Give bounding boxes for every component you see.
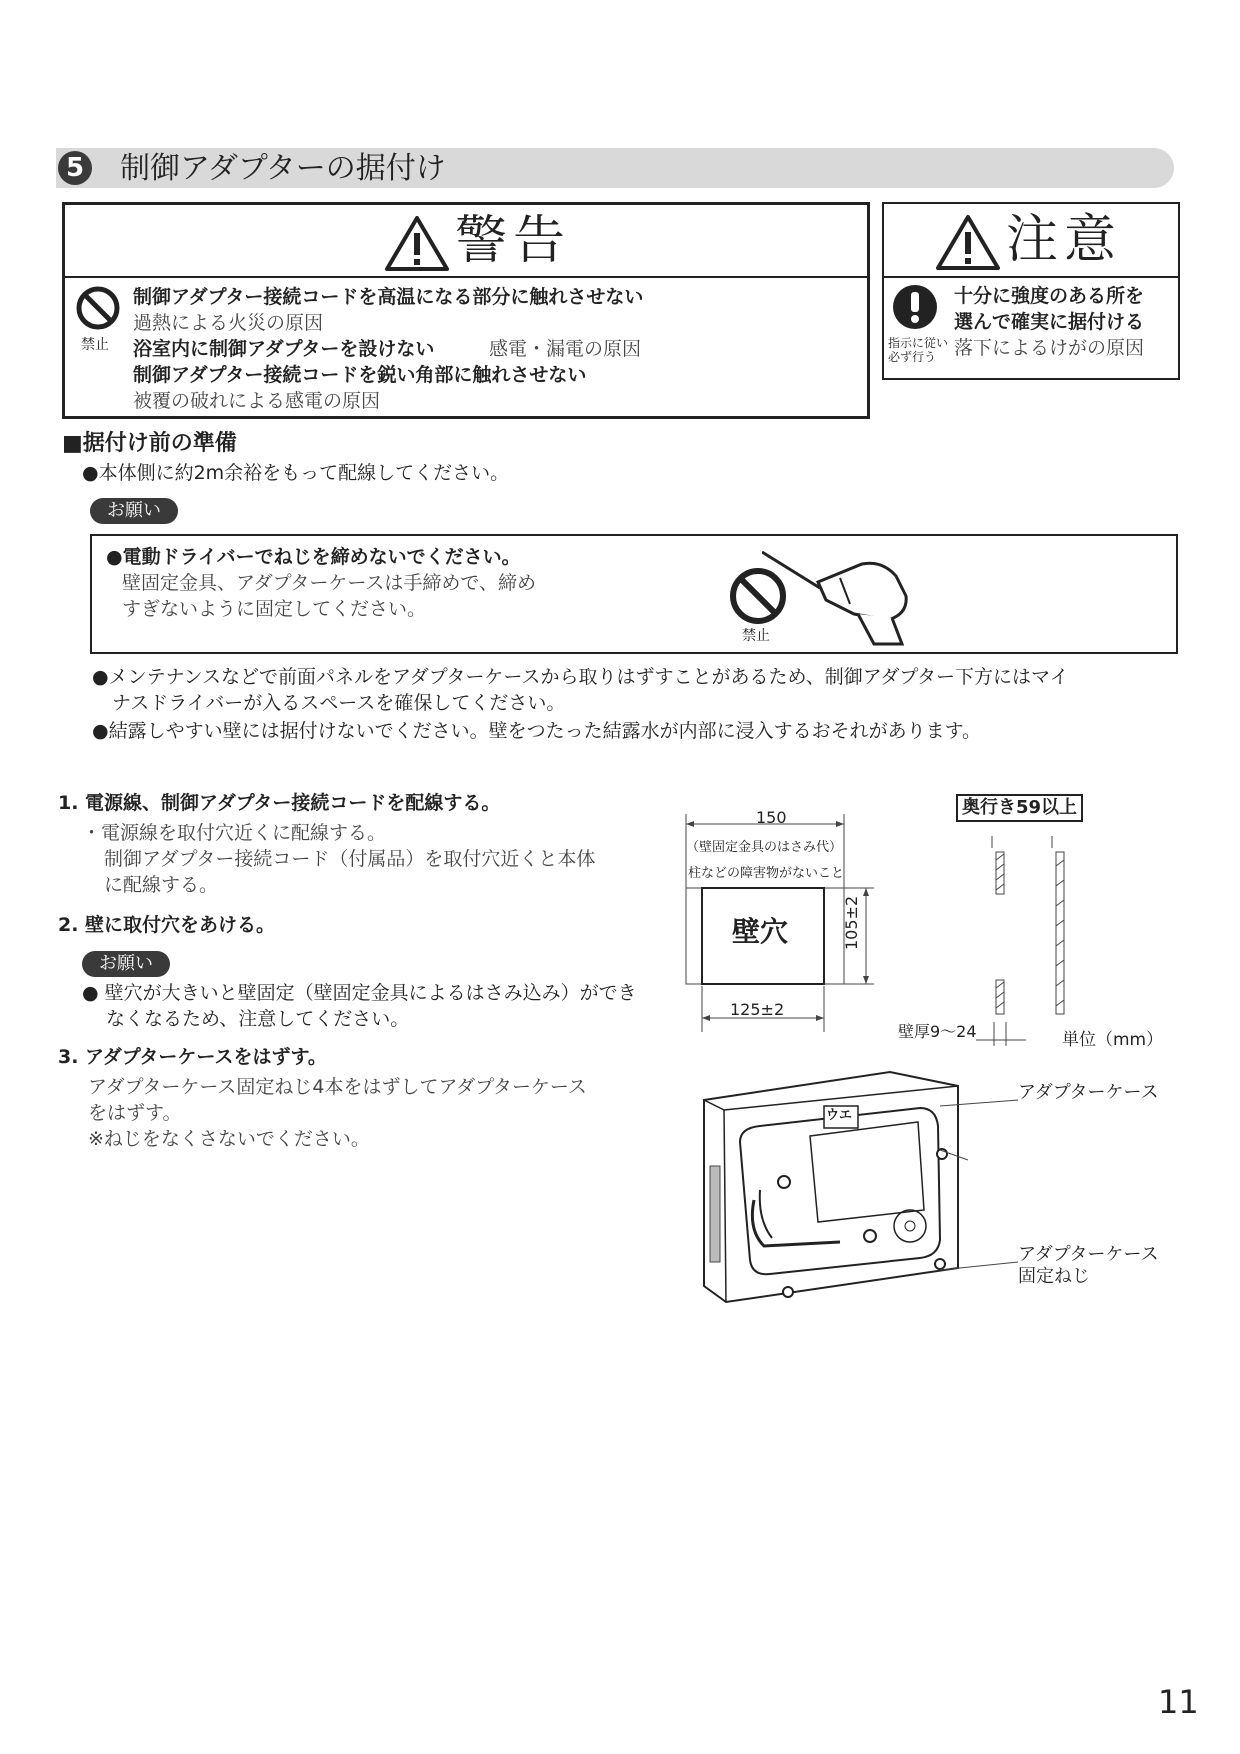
page-number: 11 xyxy=(1158,1683,1199,1721)
warning-line-2: 過熱による火災の原因 xyxy=(133,312,324,334)
caution-line-2: 選んで確実に据付ける xyxy=(954,311,1145,333)
caution-title: 注意 xyxy=(1006,210,1123,270)
instruction-label-1: 指示に従い xyxy=(888,336,949,350)
caution-triangle-icon xyxy=(936,214,1000,270)
caution-header xyxy=(884,204,1178,278)
please-badge: お願い xyxy=(90,498,178,524)
section-number-badge: 5 xyxy=(58,151,92,185)
step-3-line-3: ※ねじをなくさないでください。 xyxy=(88,1128,370,1150)
caution-line-1: 十分に強度のある所を xyxy=(954,285,1145,307)
step-2-title: 2. 壁に取付穴をあける。 xyxy=(58,914,276,936)
screw-label-2: 固定ねじ xyxy=(1018,1266,1090,1287)
step-3-line-2: をはずす。 xyxy=(88,1102,182,1124)
clearance-note-1: （壁固定金具のはさみ代） xyxy=(686,840,843,855)
caution-line-3: 落下によるけがの原因 xyxy=(954,337,1145,359)
dim-width: 150 xyxy=(756,808,787,827)
warning-box xyxy=(62,202,870,419)
prohibit-label: 禁止 xyxy=(81,337,109,353)
section-title: 制御アダプターの据付け xyxy=(120,151,446,186)
adapter-case-label: アダプターケース xyxy=(1018,1082,1159,1103)
step-1-title: 1. 電源線、制御アダプター接続コードを配線する。 xyxy=(58,792,501,814)
clearance-note-2: 柱などの障害物がないこと xyxy=(688,866,845,881)
dim-height: 105±2 xyxy=(842,895,861,950)
preparation-bullet-2: ●結露しやすい壁には据付けないでください。壁をつたった結露水が内部に浸入するおそれがあります。 xyxy=(92,720,982,742)
unit-label: 単位（mm） xyxy=(1062,1030,1164,1050)
warning-line-3: 浴室内に制御アダプターを設けない xyxy=(133,338,435,360)
warning-line-3-reason: 感電・漏電の原因 xyxy=(489,338,642,360)
case-top-label: ウエ xyxy=(826,1108,853,1123)
step-3-title: 3. アダプターケースをはずす。 xyxy=(58,1046,327,1068)
note-line-1: 壁固定金具、アダプターケースは手締めで、締め xyxy=(122,572,537,594)
wall-thickness-label: 壁厚9～24 xyxy=(898,1022,977,1041)
mandatory-instruction-icon xyxy=(892,284,938,330)
preparation-bullet-1-line-1: ●メンテナンスなどで前面パネルをアダプターケースから取りはずすことがあるため、制御アダプター下方にはマイ xyxy=(92,666,1069,688)
warning-triangle-icon xyxy=(385,215,449,271)
step-2-line-1: ● 壁穴が大きいと壁固定（壁固定金具によるはさみ込み）ができ xyxy=(82,982,637,1004)
dim-hole-width: 125±2 xyxy=(730,1000,785,1019)
warning-header xyxy=(65,205,867,278)
note-bold-line: ●電動ドライバーでねじを締めないでください。 xyxy=(106,546,521,568)
instruction-label-2: 必ず行う xyxy=(888,350,937,364)
step-1-line-2: 制御アダプター接続コード（付属品）を取付穴近くと本体 xyxy=(104,848,596,870)
case-leader-lines xyxy=(940,1090,1020,1310)
warning-title: 警告 xyxy=(455,211,572,271)
step-1-line-1: ・電源線を取付穴近くに配線する。 xyxy=(82,822,387,844)
note-line-2: すぎないように固定してください。 xyxy=(122,598,427,620)
step-2-please-badge: お願い xyxy=(82,951,170,977)
preparation-heading: ■据付け前の準備 xyxy=(62,431,237,456)
step-2-line-2: なくなるため、注意してください。 xyxy=(106,1008,410,1030)
preparation-bullet-1-line-2: ナスドライバーが入るスペースを確保してください。 xyxy=(112,692,566,714)
preparation-item-1: ●本体側に約2m余裕をもって配線してください。 xyxy=(82,462,510,484)
note-box xyxy=(90,534,1178,654)
warning-line-4: 制御アダプター接続コードを鋭い角部に触れさせない xyxy=(133,364,587,386)
note-prohibit-label: 禁止 xyxy=(742,628,770,644)
step-1-line-3: に配線する。 xyxy=(104,874,219,896)
wall-hole-label: 壁穴 xyxy=(732,915,789,948)
prohibition-icon xyxy=(75,285,121,331)
caution-box xyxy=(882,202,1180,380)
power-screwdriver-icon xyxy=(762,542,1002,646)
step-3-line-1: アダプターケース固定ねじ4本をはずしてアダプターケース xyxy=(88,1076,587,1098)
warning-line-5: 被覆の破れによる感電の原因 xyxy=(133,390,381,412)
depth-label: 奥行き59以上 xyxy=(956,794,1083,822)
warning-line-1: 制御アダプター接続コードを高温になる部分に触れさせない xyxy=(133,286,644,308)
screw-label-1: アダプターケース xyxy=(1018,1244,1159,1265)
